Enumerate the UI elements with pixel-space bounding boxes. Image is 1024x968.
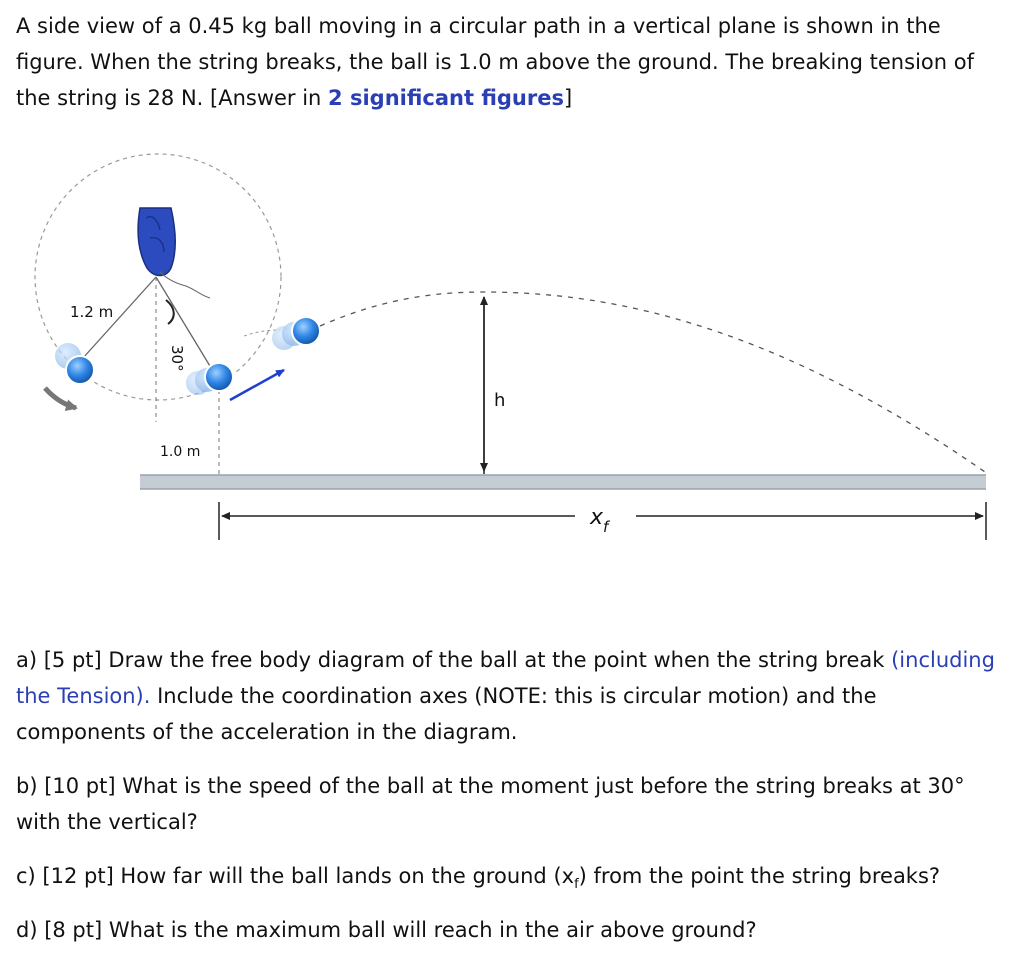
motion-arrow-icon	[45, 388, 76, 408]
significant-figures-note: 2 significant figures	[328, 86, 564, 110]
ground	[140, 475, 986, 489]
projectile-figure	[0, 140, 1010, 560]
ball-left	[66, 356, 94, 384]
string-left	[74, 277, 156, 368]
question-d: d) [8 pt] What is the maximum ball will reach in the air above ground?	[16, 918, 757, 942]
ball-break-point	[205, 363, 233, 391]
velocity-arrow	[230, 370, 284, 400]
trajectory-path	[320, 292, 985, 472]
intro-text: A side view of a 0.45 kg ball moving in a circular path in a vertical plane is shown in the figure. When the string breaks, the ball is 1.0 m above the ground. The breaking tension of the string is 28 N. [Answer in	[16, 14, 974, 110]
question-c: c) [12 pt] How far will the ball lands on the ground $(x_f)$ from the point the string breaks?	[16, 864, 941, 893]
tension-note: (including the Tension).	[16, 648, 995, 708]
release-height-label: 1.0 m	[160, 444, 201, 460]
question-b: b) [10 pt] What is the speed of the ball at the moment just before the string breaks at 30° with the vertical?	[16, 774, 965, 834]
question-a: a) [5 pt] Draw the free body diagram of the ball at the point when the string break (including the Tension). Include the coordination axes (NOTE: this is circular motion) and the components of the acceleration in the diagram.	[16, 648, 995, 744]
angle-label: 30°	[168, 345, 186, 372]
intro-close: ]	[563, 86, 573, 110]
xf-label: $x_f$	[590, 505, 609, 536]
h-label: h	[494, 390, 506, 411]
problem-intro	[16, 8, 1006, 116]
radius-label: 1.2 m	[70, 303, 114, 321]
ball-flight	[292, 317, 320, 345]
